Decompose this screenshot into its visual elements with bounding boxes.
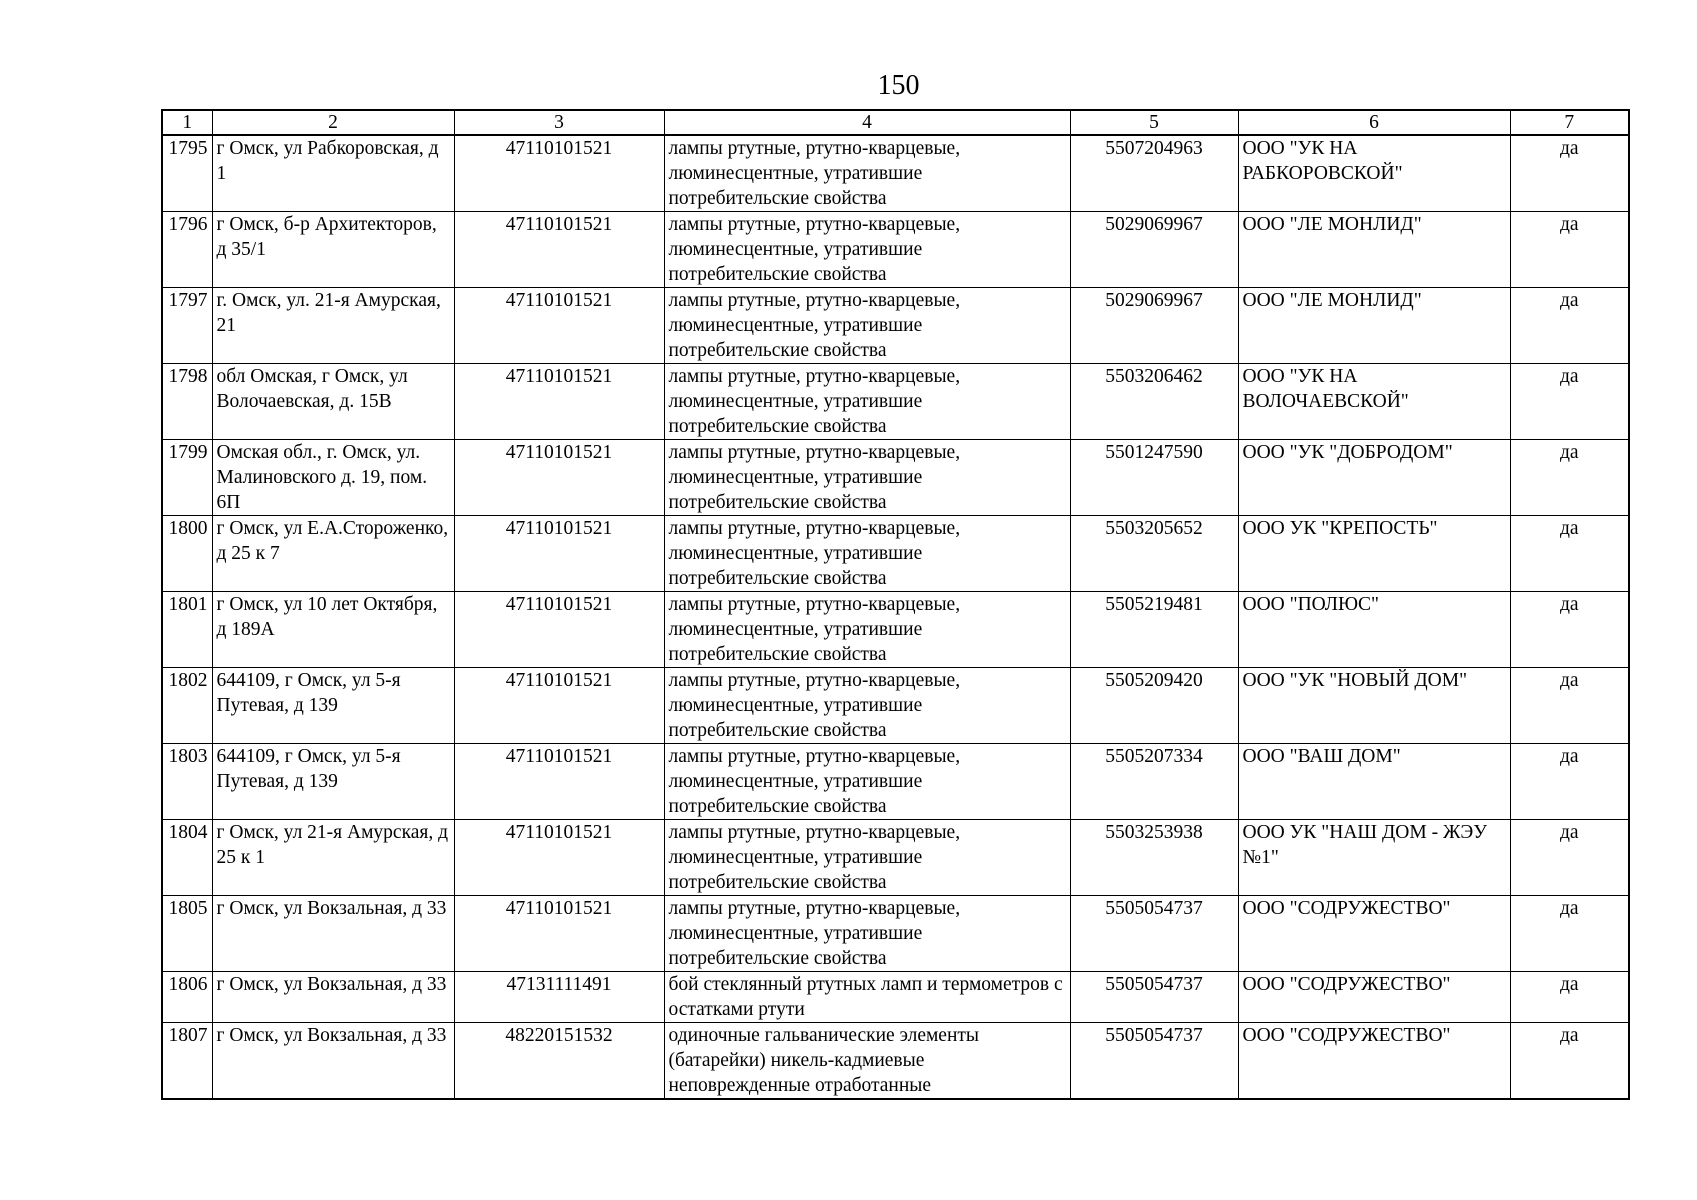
table-row xyxy=(162,364,1629,440)
column-header: 7 xyxy=(1510,110,1629,135)
table-row xyxy=(162,135,1629,212)
flag-cell: да xyxy=(1510,364,1629,440)
address-cell: г Омск, ул Рабкоровская, д 1 xyxy=(212,135,454,212)
organization-cell: ООО "ЛЕ МОНЛИД" xyxy=(1238,288,1510,364)
table-row xyxy=(162,592,1629,668)
organization-cell: ООО "УК "НОВЫЙ ДОМ" xyxy=(1238,668,1510,744)
waste-code-cell: 47110101521 xyxy=(454,668,664,744)
row-number: 1807 xyxy=(162,1023,212,1100)
inn-cell: 5505054737 xyxy=(1070,1023,1238,1100)
waste-code-cell: 47110101521 xyxy=(454,744,664,820)
waste-name-cell: одиночные гальванические элементы (батарейки) никель-кадмиевые неповрежденные отработанные xyxy=(664,1023,1070,1100)
organization-cell: ООО "СОДРУЖЕСТВО" xyxy=(1238,972,1510,1023)
column-header: 6 xyxy=(1238,110,1510,135)
waste-name-cell: лампы ртутные, ртутно-кварцевые, люминесцентные, утратившие потребительские свойства xyxy=(664,744,1070,820)
waste-name-cell: бой стеклянный ртутных ламп и термометров с остатками ртути xyxy=(664,972,1070,1023)
organization-cell: ООО "ВАШ ДОМ" xyxy=(1238,744,1510,820)
waste-name-cell: лампы ртутные, ртутно-кварцевые, люминесцентные, утратившие потребительские свойства xyxy=(664,592,1070,668)
flag-cell: да xyxy=(1510,744,1629,820)
flag-cell: да xyxy=(1510,135,1629,212)
row-number: 1800 xyxy=(162,516,212,592)
column-header: 2 xyxy=(212,110,454,135)
organization-cell: ООО "СОДРУЖЕСТВО" xyxy=(1238,1023,1510,1100)
address-cell: г Омск, ул 10 лет Октября, д 189А xyxy=(212,592,454,668)
waste-code-cell: 47110101521 xyxy=(454,364,664,440)
inn-cell: 5505219481 xyxy=(1070,592,1238,668)
waste-name-cell: лампы ртутные, ртутно-кварцевые, люминесцентные, утратившие потребительские свойства xyxy=(664,440,1070,516)
row-number: 1802 xyxy=(162,668,212,744)
table-row xyxy=(162,212,1629,288)
table-row xyxy=(162,896,1629,972)
waste-code-cell: 47110101521 xyxy=(454,135,664,212)
flag-cell: да xyxy=(1510,288,1629,364)
table-header-row xyxy=(162,110,1629,135)
row-number: 1798 xyxy=(162,364,212,440)
address-cell: г. Омск, ул. 21-я Амурская, 21 xyxy=(212,288,454,364)
inn-cell: 5503253938 xyxy=(1070,820,1238,896)
table-row xyxy=(162,668,1629,744)
waste-code-cell: 47110101521 xyxy=(454,440,664,516)
address-cell: 644109, г Омск, ул 5-я Путевая, д 139 xyxy=(212,668,454,744)
flag-cell: да xyxy=(1510,668,1629,744)
waste-code-cell: 47131111491 xyxy=(454,972,664,1023)
inn-cell: 5029069967 xyxy=(1070,288,1238,364)
table-row xyxy=(162,972,1629,1023)
row-number: 1805 xyxy=(162,896,212,972)
table-row xyxy=(162,1023,1629,1100)
inn-cell: 5505054737 xyxy=(1070,972,1238,1023)
waste-registry-table xyxy=(161,109,1630,1100)
flag-cell: да xyxy=(1510,212,1629,288)
page-number: 150 xyxy=(877,70,920,101)
flag-cell: да xyxy=(1510,516,1629,592)
organization-cell: ООО УК "КРЕПОСТЬ" xyxy=(1238,516,1510,592)
inn-cell: 5501247590 xyxy=(1070,440,1238,516)
inn-cell: 5503206462 xyxy=(1070,364,1238,440)
table-row xyxy=(162,820,1629,896)
organization-cell: ООО "ПОЛЮС" xyxy=(1238,592,1510,668)
column-header: 5 xyxy=(1070,110,1238,135)
waste-code-cell: 47110101521 xyxy=(454,212,664,288)
waste-code-cell: 47110101521 xyxy=(454,288,664,364)
inn-cell: 5505209420 xyxy=(1070,668,1238,744)
address-cell: г Омск, ул 21-я Амурская, д 25 к 1 xyxy=(212,820,454,896)
waste-name-cell: лампы ртутные, ртутно-кварцевые, люминесцентные, утратившие потребительские свойства xyxy=(664,516,1070,592)
waste-code-cell: 48220151532 xyxy=(454,1023,664,1100)
waste-name-cell: лампы ртутные, ртутно-кварцевые, люминесцентные, утратившие потребительские свойства xyxy=(664,668,1070,744)
waste-code-cell: 47110101521 xyxy=(454,592,664,668)
row-number: 1803 xyxy=(162,744,212,820)
flag-cell: да xyxy=(1510,972,1629,1023)
inn-cell: 5505207334 xyxy=(1070,744,1238,820)
waste-name-cell: лампы ртутные, ртутно-кварцевые, люминесцентные, утратившие потребительские свойства xyxy=(664,288,1070,364)
column-header: 4 xyxy=(664,110,1070,135)
column-header: 3 xyxy=(454,110,664,135)
address-cell: г Омск, ул Вокзальная, д 33 xyxy=(212,972,454,1023)
table-row xyxy=(162,440,1629,516)
row-number: 1797 xyxy=(162,288,212,364)
organization-cell: ООО "СОДРУЖЕСТВО" xyxy=(1238,896,1510,972)
address-cell: г Омск, ул Е.А.Стороженко, д 25 к 7 xyxy=(212,516,454,592)
table-row xyxy=(162,744,1629,820)
address-cell: г Омск, ул Вокзальная, д 33 xyxy=(212,896,454,972)
inn-cell: 5503205652 xyxy=(1070,516,1238,592)
address-cell: г Омск, ул Вокзальная, д 33 xyxy=(212,1023,454,1100)
organization-cell: ООО УК "НАШ ДОМ - ЖЭУ №1" xyxy=(1238,820,1510,896)
waste-code-cell: 47110101521 xyxy=(454,896,664,972)
row-number: 1804 xyxy=(162,820,212,896)
row-number: 1799 xyxy=(162,440,212,516)
waste-name-cell: лампы ртутные, ртутно-кварцевые, люминесцентные, утратившие потребительские свойства xyxy=(664,364,1070,440)
address-cell: Омская обл., г. Омск, ул. Малиновского д. 19, пом. 6П xyxy=(212,440,454,516)
waste-name-cell: лампы ртутные, ртутно-кварцевые, люминесцентные, утратившие потребительские свойства xyxy=(664,135,1070,212)
flag-cell: да xyxy=(1510,592,1629,668)
inn-cell: 5507204963 xyxy=(1070,135,1238,212)
flag-cell: да xyxy=(1510,440,1629,516)
waste-code-cell: 47110101521 xyxy=(454,820,664,896)
flag-cell: да xyxy=(1510,820,1629,896)
row-number: 1795 xyxy=(162,135,212,212)
flag-cell: да xyxy=(1510,896,1629,972)
waste-name-cell: лампы ртутные, ртутно-кварцевые, люминесцентные, утратившие потребительские свойства xyxy=(664,212,1070,288)
waste-name-cell: лампы ртутные, ртутно-кварцевые, люминесцентные, утратившие потребительские свойства xyxy=(664,896,1070,972)
row-number: 1801 xyxy=(162,592,212,668)
inn-cell: 5029069967 xyxy=(1070,212,1238,288)
column-header: 1 xyxy=(162,110,212,135)
organization-cell: ООО "УК НА ВОЛОЧАЕВСКОЙ" xyxy=(1238,364,1510,440)
row-number: 1806 xyxy=(162,972,212,1023)
table-row xyxy=(162,288,1629,364)
organization-cell: ООО "ЛЕ МОНЛИД" xyxy=(1238,212,1510,288)
row-number: 1796 xyxy=(162,212,212,288)
waste-name-cell: лампы ртутные, ртутно-кварцевые, люминесцентные, утратившие потребительские свойства xyxy=(664,820,1070,896)
inn-cell: 5505054737 xyxy=(1070,896,1238,972)
organization-cell: ООО "УК "ДОБРОДОМ" xyxy=(1238,440,1510,516)
table-row xyxy=(162,516,1629,592)
organization-cell: ООО "УК НА РАБКОРОВСКОЙ" xyxy=(1238,135,1510,212)
waste-code-cell: 47110101521 xyxy=(454,516,664,592)
address-cell: обл Омская, г Омск, ул Волочаевская, д. 15В xyxy=(212,364,454,440)
flag-cell: да xyxy=(1510,1023,1629,1100)
address-cell: г Омск, б-р Архитекторов, д 35/1 xyxy=(212,212,454,288)
address-cell: 644109, г Омск, ул 5-я Путевая, д 139 xyxy=(212,744,454,820)
